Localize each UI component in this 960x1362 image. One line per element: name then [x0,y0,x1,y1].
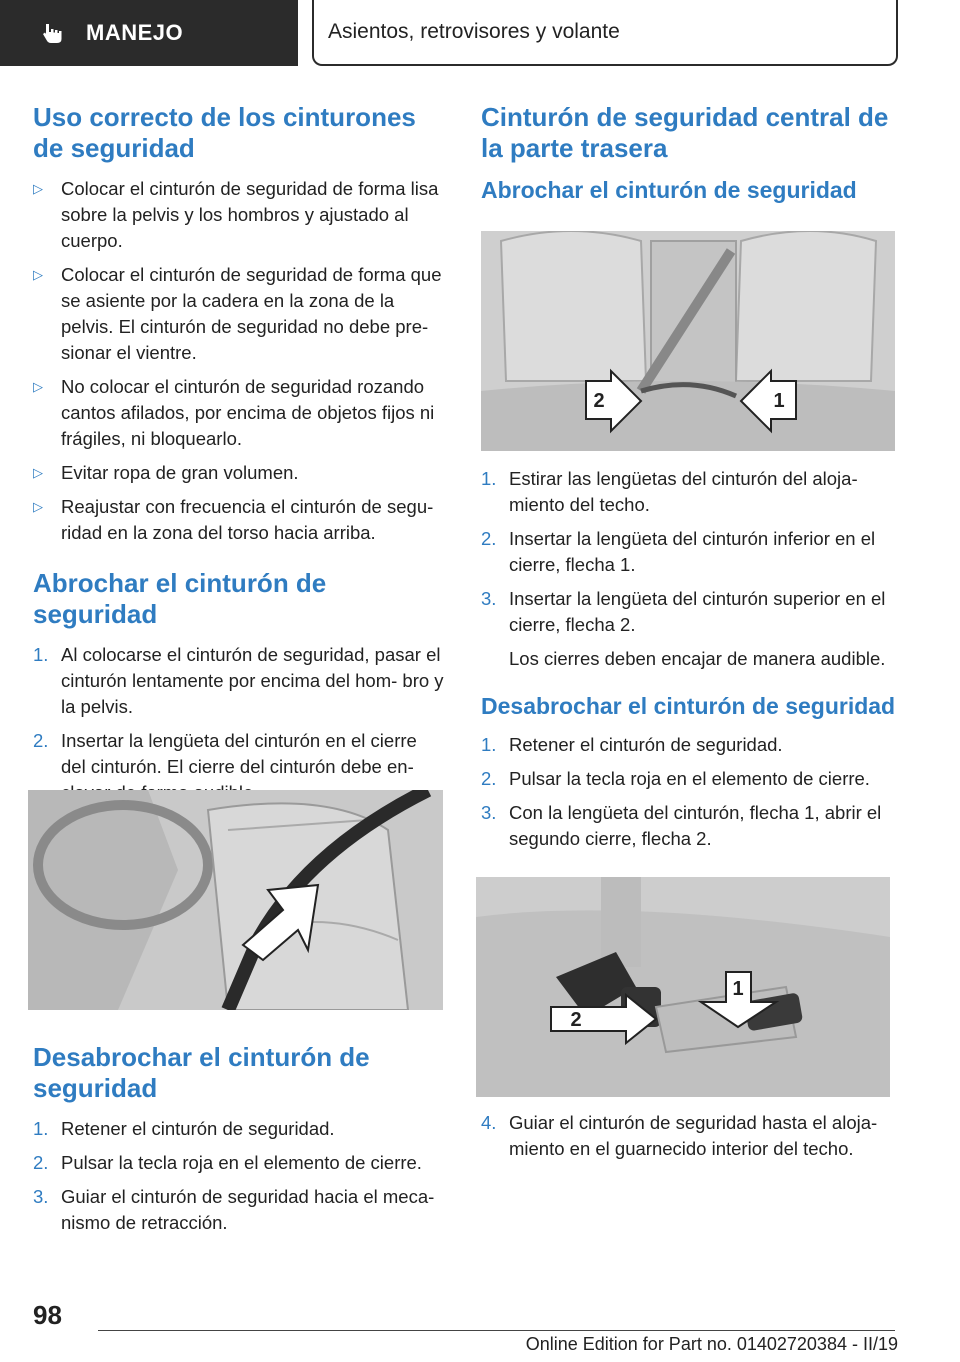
list-item: ▷ No colocar el cinturón de seguridad rozando cantos afilados, por encima de objetos fijos ni frágiles, ni bloquearlo. [33,374,446,452]
heading-uso-correcto: Uso correcto de los cinturones de seguridad [33,102,416,163]
triangle-bullet-icon: ▷ [33,379,43,394]
front-seat-illustration [28,790,443,1010]
chapter-title-tab [312,0,898,66]
chapter-title: Asientos, retrovisores y volante [328,20,620,43]
step-item: 2. Pulsar la tecla roja en el elemento de cierre. [33,1152,422,1173]
right-column [481,102,896,216]
list-item: ▷ Colocar el cinturón de seguridad de forma lisa sobre la pelvis y los hombros y ajustado al cuerpo. [33,176,446,254]
buckle-release-photo [476,877,890,1097]
list-item: ▷ Reajustar con frecuencia el cinturón de segu‐ ridad en la zona del torso hacia arriba. [33,494,446,546]
page-header [0,0,960,66]
buckle-arrow-label-2: 2 [570,1009,582,1031]
step-item: 3. Insertar la lengüeta del cinturón superior en el cierre, flecha 2. [481,588,886,635]
step-item: 1. Retener el cinturón de seguridad. [481,734,783,755]
front-seat-belt-photo [28,790,443,1010]
triangle-bullet-icon: ▷ [33,267,43,282]
list-item: ▷ Evitar ropa de gran volumen. [33,460,446,486]
step-item: 1. Al colocarse el cinturón de seguridad, pasar el cinturón lentamente por encima del hom‐ bro y la pelvis. [33,644,444,717]
step-item: 3. Con la lengüeta del cinturón, flecha 1, abrir el segundo cierre, flecha 2. [481,802,882,849]
edition-note: Online Edition for Part no. 01402720384 - II/19 [525,1334,898,1354]
arrow-label-2: 2 [593,390,605,412]
step-item: 1. Retener el cinturón de seguridad. [33,1118,335,1139]
subheading-abrochar: Abrochar el cinturón de seguridad [481,177,857,203]
right-final-column [481,1110,896,1170]
buckle-illustration [476,877,890,1097]
hand-pointer-icon [40,20,66,46]
step-item: 2. Pulsar la tecla roja en el elemento de cierre. [481,768,870,789]
page-number: 98 [33,1300,62,1330]
heading-abrochar: Abrochar el cinturón de seguridad [33,568,327,629]
triangle-bullet-icon: ▷ [33,465,43,480]
buckle-arrow-label-1: 1 [732,978,744,1000]
section-tab [0,0,298,66]
section-label: MANEJO [86,20,184,45]
step-item: 4. Guiar el cinturón de seguridad hasta el aloja‐ miento en el guarnecido interior del techo. [481,1112,878,1159]
triangle-bullet-icon: ▷ [33,181,43,196]
left-lower-column [33,1042,446,1244]
heading-desabrochar: Desabrochar el cinturón de seguridad [33,1042,370,1103]
triangle-bullet-icon: ▷ [33,499,43,514]
heading-central-belt: Cinturón de seguridad central de la parte trasera [481,102,889,163]
subheading-desabrochar: Desabrochar el cinturón de seguridad [481,693,896,719]
right-steps-column [481,466,896,860]
step-item: 2. Insertar la lengüeta del cinturón inferior en el cierre, flecha 1. [481,528,876,575]
footer-divider [98,1330,895,1331]
rear-bench-illustration [481,231,895,451]
arrow-label-1: 1 [773,390,785,412]
step-note: Los cierres deben encajar de manera audible. [509,648,886,669]
step-item: 2. Insertar la lengüeta del cinturón en el cierre del cinturón. El cierre del cinturón debe en‐ [33,730,417,777]
rear-bench-photo [481,231,895,451]
list-item: ▷ Colocar el cinturón de seguridad de forma que se asiente por la cadera en la zona de la pelvis. El cinturón de seguridad no debe pre‐ sionar el vientre. [33,262,446,366]
step-item: 3. Guiar el cinturón de seguridad hacia el meca‐ nismo de retracción. [33,1186,435,1233]
step-item: 1. Estirar las lengüetas del cinturón del aloja‐ miento del techo. [481,468,858,515]
left-column [33,102,446,814]
